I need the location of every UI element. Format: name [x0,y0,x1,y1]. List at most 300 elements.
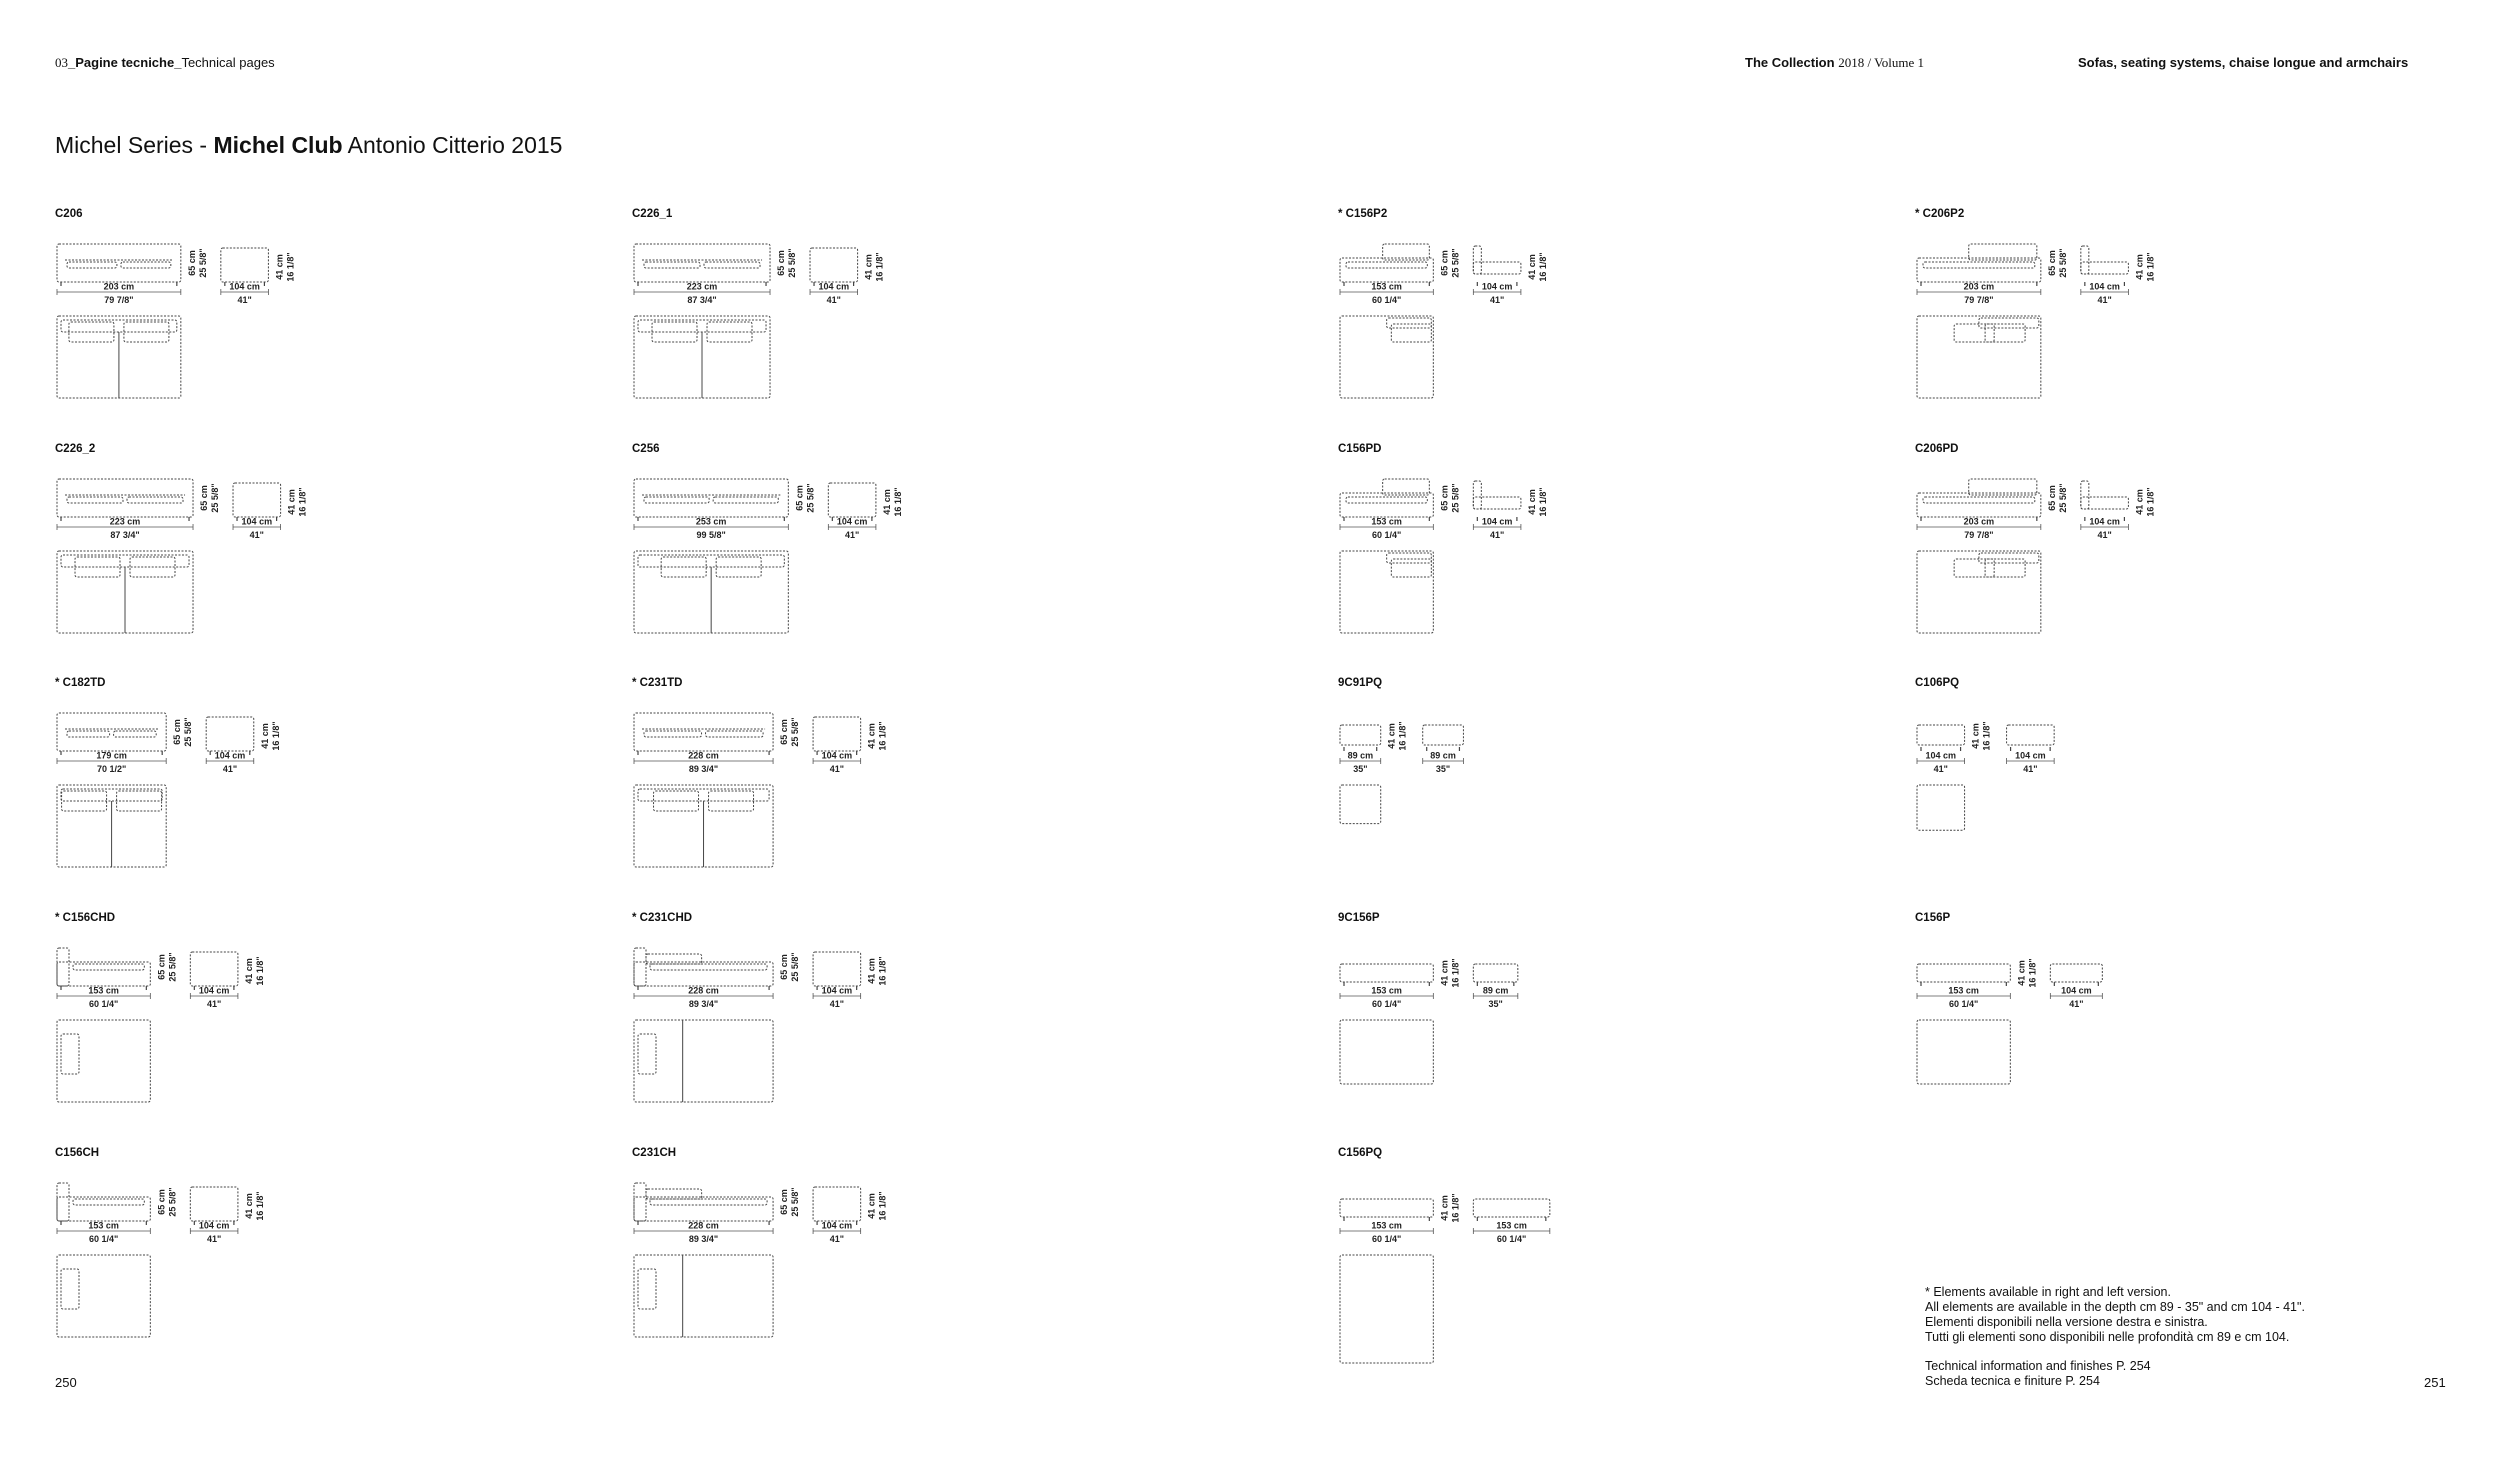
product-code: C231CH [632,1147,677,1159]
side-view [221,248,296,305]
width-cm-label: 104 cm [1925,750,1957,761]
width-cm-label: 104 cm [2015,750,2046,761]
width-in-label: 41" [206,999,222,1009]
height-in-label: 16 1/8" [874,252,885,282]
width-in-label: 41" [1933,764,1948,774]
width-cm-label: 104 cm [2061,985,2092,996]
product-item [1338,443,1898,673]
width-cm-label: 104 cm [1481,516,1513,527]
cushion [1391,324,1431,342]
side-view [1473,481,1548,540]
plan-view [57,785,166,867]
title-series: Michel Series - [55,132,214,158]
front-view [1340,1193,1460,1244]
width-in-label: 60 1/4" [89,1234,119,1244]
height-cm-label: 65 cm [1439,250,1450,276]
product-code: C156PD [1338,443,1382,455]
sofa-front-outline [634,244,770,282]
title-designer: Antonio Citterio 2015 [342,132,563,158]
height-cm-label: 65 cm [172,719,183,745]
height-in-label: 16 1/8" [254,956,265,986]
product-code: * C231CHD [632,912,693,924]
technical-drawing [55,461,615,681]
height-in-label: 16 1/8" [1450,958,1461,988]
front-view [634,713,800,774]
bench-side [1473,1199,1550,1217]
bench-side [2050,964,2102,982]
width-cm-label: 104 cm [818,281,850,292]
product-code: C206PD [1915,443,1959,455]
height-in-label: 16 1/8" [2145,487,2156,517]
front-view [57,713,193,774]
width-cm-label: 104 cm [821,985,853,996]
product-code: 9C156P [1338,912,1380,924]
cushion [644,497,709,503]
width-in-label: 87 3/4" [687,295,717,305]
width-cm-label: 104 cm [2089,516,2120,527]
front-view [1917,958,2037,1009]
product-item [1915,208,2475,438]
width-in-label: 60 1/4" [1372,999,1402,1009]
front-view [1340,958,1460,1009]
plan-view [1340,1255,1433,1363]
plan-view [57,1020,150,1102]
plan-view [1340,316,1433,398]
side-view [2081,246,2156,305]
product-code: * C156P2 [1338,208,1388,220]
header-collection: The Collection [1745,55,1835,70]
arm [57,1183,69,1221]
width-cm-label: 104 cm [2089,281,2120,292]
height-in-label: 16 1/8" [1450,1193,1461,1223]
page-number-right: 251 [2424,1375,2446,1390]
cushion [73,964,144,970]
footnote-line: All elements are available in the depth cm 89 - 35" and cm 104 - 41". [1925,1300,2305,1314]
width-in-label: 87 3/4" [110,530,140,540]
width-in-label: 41" [249,530,264,540]
pouf-side [1423,725,1464,745]
width-cm-label: 104 cm [821,750,853,761]
side-view [2081,481,2156,540]
side-view [1473,1199,1550,1244]
plan-view [1917,551,2041,633]
width-in-label: 41" [829,999,845,1009]
product-code: C226_1 [632,208,673,220]
product-code: C256 [632,443,660,455]
side-view [2007,725,2055,774]
height-cm-label: 41 cm [1439,960,1450,986]
product-item [1338,912,1898,1142]
side-outline [813,952,861,986]
height-in-label: 25 5/8" [1450,248,1461,278]
side-outline [813,1187,861,1221]
cushion [127,497,183,503]
height-cm-label: 65 cm [2046,485,2057,511]
product-item [55,443,615,673]
cushion [1954,559,1994,577]
header-section-number: 03 [55,55,68,70]
width-in-label: 79 7/8" [104,295,134,305]
sofa-front-outline [57,244,181,282]
height-in-label: 16 1/8" [2145,252,2156,282]
side-view [813,952,888,1009]
height-cm-label: 65 cm [1439,485,1450,511]
side-outline [2081,262,2129,274]
plan-outline [634,1255,773,1337]
cushion [67,262,117,268]
plan-outline [1917,1020,2010,1084]
height-cm-label: 41 cm [286,489,297,515]
cushion [713,497,778,503]
product-item [632,443,1192,673]
plan-outline [1917,785,1965,830]
header-volume: 2018 / Volume 1 [1838,55,1925,70]
side-back [2081,481,2089,509]
product-item [55,912,615,1142]
side-back [2081,246,2089,274]
cushion [114,731,157,737]
height-in-label: 25 5/8" [790,952,801,982]
height-cm-label: 41 cm [243,958,254,984]
height-in-label: 25 5/8" [790,717,801,747]
cushion [1954,324,1994,342]
width-cm-label: 89 cm [1430,750,1456,761]
width-in-label: 41" [222,764,238,774]
technical-drawing [632,226,1192,446]
plan-view [634,1020,773,1102]
width-in-label: 41" [829,764,845,774]
bench-side [1473,964,1518,982]
height-cm-label: 41 cm [1526,254,1537,280]
product-code: C106PQ [1915,677,1960,689]
product-code: 9C91PQ [1338,677,1383,689]
technical-drawing [1338,461,1898,681]
sofa-front-outline [634,1197,773,1221]
cushion [121,262,171,268]
height-cm-label: 65 cm [186,250,197,276]
product-item [1338,677,1898,907]
height-cm-label: 41 cm [866,958,877,984]
product-code: C206 [55,208,83,220]
height-cm-label: 65 cm [156,954,167,980]
width-cm-label: 153 cm [1371,1220,1402,1231]
height-in-label: 16 1/8" [297,487,308,517]
side-view [813,1187,888,1244]
height-in-label: 25 5/8" [167,1187,178,1217]
width-cm-label: 228 cm [688,1220,719,1231]
pouf-front [1340,725,1381,745]
width-cm-label: 223 cm [109,516,141,527]
cushion [706,731,764,737]
side-view [206,717,281,774]
height-in-label: 25 5/8" [210,483,221,513]
height-cm-label: 65 cm [794,485,805,511]
sofa-front-outline [634,962,773,986]
cushion [1391,559,1431,577]
technical-drawing [1915,695,2475,915]
width-cm-label: 203 cm [1963,516,1995,527]
cushion [1923,497,2035,503]
height-in-label: 25 5/8" [1450,483,1461,513]
height-cm-label: 41 cm [866,1193,877,1219]
width-in-label: 41" [844,530,860,540]
side-back [1473,246,1481,274]
side-view [810,248,885,305]
bench-front [1340,1199,1433,1217]
front-view [634,479,815,540]
side-outline [810,248,858,282]
cushion [650,964,767,970]
width-cm-label: 153 cm [1496,1220,1527,1231]
technical-drawing [1338,1165,1898,1385]
plan-arm [638,1034,656,1074]
plan-view [634,551,788,633]
plan-back [1387,553,1432,563]
side-outline [233,483,281,517]
product-code: * C206P2 [1915,208,1965,220]
height-cm-label: 65 cm [779,954,790,980]
cushion [644,731,702,737]
height-in-label: 16 1/8" [285,252,296,282]
width-cm-label: 153 cm [1371,516,1402,527]
side-outline [2081,497,2129,509]
plan-back [1979,318,2039,328]
width-in-label: 35" [1353,764,1368,774]
arm [634,1183,646,1221]
height-in-label: 25 5/8" [183,717,194,747]
height-in-label: 16 1/8" [877,1191,888,1221]
plan-view [1340,551,1433,633]
technical-drawing [632,1165,1192,1385]
height-cm-label: 41 cm [1970,723,1981,749]
header-right [2078,55,2408,70]
width-cm-label: 253 cm [695,516,727,527]
footnote-line: * Elements available in right and left version. [1925,1285,2171,1299]
product-item [1338,208,1898,438]
product-item [1915,677,2475,907]
side-view [2050,964,2102,1009]
height-cm-label: 41 cm [1439,1195,1450,1221]
cushion [1346,497,1427,503]
height-in-label: 16 1/8" [1981,721,1992,751]
plan-outline [1340,785,1381,824]
plan-view [1917,316,2041,398]
product-code: * C156CHD [55,912,116,924]
width-in-label: 89 3/4" [688,999,719,1009]
header-section-it: _Pagine tecniche_ [68,55,182,70]
height-in-label: 16 1/8" [270,721,281,751]
side-view [813,717,888,774]
technical-drawing [632,930,1192,1150]
height-cm-label: 65 cm [199,485,210,511]
side-view [233,483,308,540]
height-in-label: 16 1/8" [254,1191,265,1221]
cushion [1346,262,1427,268]
pouf-front [1917,725,1965,745]
side-outline [1473,497,1521,509]
product-code: C226_2 [55,443,96,455]
height-cm-label: 41 cm [881,489,892,515]
front-view [1917,244,2068,305]
front-view [57,479,220,540]
width-in-label: 60 1/4" [89,999,119,1009]
cushion [73,1199,144,1205]
technical-drawing [1915,930,2475,1150]
product-item [632,1147,1192,1377]
technical-drawing [55,930,615,1150]
width-cm-label: 203 cm [1963,281,1995,292]
technical-drawing [1338,695,1898,915]
tech-info-line: Scheda tecnica e finiture P. 254 [1925,1374,2100,1388]
plan-outline [1340,1020,1433,1084]
width-cm-label: 153 cm [88,985,119,996]
plan-back [1387,318,1432,328]
technical-drawing [1915,461,2475,681]
width-in-label: 60 1/4" [1372,530,1402,540]
plan-outline [1340,1255,1433,1363]
arm [634,948,646,986]
plan-view [57,1255,150,1337]
header-center [1745,55,1924,71]
width-in-label: 99 5/8" [696,530,726,540]
width-in-label: 60 1/4" [1372,1234,1402,1244]
height-cm-label: 41 cm [2134,489,2145,515]
width-cm-label: 223 cm [686,281,718,292]
plan-arm [61,1269,79,1309]
front-view [634,1183,800,1244]
plan-view [1340,785,1381,824]
front-view [634,948,800,1009]
side-view [828,483,903,540]
pouf-side [2007,725,2055,745]
plan-outline [57,1020,150,1102]
tech-info-line: Technical information and finishes P. 254 [1925,1359,2151,1373]
sofa-front-outline [634,713,773,751]
width-in-label: 41" [237,295,252,305]
height-in-label: 25 5/8" [197,248,208,278]
side-outline [813,717,861,751]
height-in-label: 16 1/8" [877,721,888,751]
plan-view [634,785,773,867]
width-in-label: 79 7/8" [1964,530,1994,540]
width-in-label: 41" [2097,295,2112,305]
plan-arm [61,1034,79,1074]
height-cm-label: 41 cm [1386,723,1397,749]
cushion [1985,559,2025,577]
plan-view [57,316,181,398]
cushion [650,1199,767,1205]
footnotes [1925,1285,2305,1389]
width-in-label: 41" [1489,295,1505,305]
height-in-label: 25 5/8" [787,248,798,278]
plan-view [1917,785,1965,830]
width-cm-label: 104 cm [241,516,273,527]
product-item [632,912,1192,1142]
width-in-label: 70 1/2" [96,764,127,774]
width-in-label: 89 3/4" [688,764,719,774]
plan-view [1917,1020,2010,1084]
width-in-label: 60 1/4" [1496,1234,1527,1244]
height-cm-label: 65 cm [2046,250,2057,276]
width-cm-label: 104 cm [229,281,260,292]
cushion [67,731,110,737]
cushion [644,262,700,268]
width-in-label: 60 1/4" [1372,295,1402,305]
front-view [57,1183,177,1244]
front-view [1917,721,1992,774]
page-number-left: 250 [55,1375,77,1390]
width-cm-label: 104 cm [214,750,246,761]
side-outline [1473,262,1521,274]
footnote-line: Elementi disponibili nella versione destra e sinistra. [1925,1315,2208,1329]
height-in-label: 25 5/8" [2057,248,2068,278]
front-view [1340,244,1460,305]
width-in-label: 35" [1435,764,1451,774]
plan-view [1340,1020,1433,1084]
product-item [1915,443,2475,673]
width-in-label: 89 3/4" [688,1234,719,1244]
width-in-label: 41" [1489,530,1505,540]
height-cm-label: 41 cm [863,254,874,280]
width-in-label: 41" [826,295,841,305]
height-in-label: 25 5/8" [790,1187,801,1217]
front-view [1917,479,2068,540]
width-cm-label: 179 cm [96,750,127,761]
cushion [1923,262,2035,268]
plan-back [61,555,189,567]
side-view [1473,964,1518,1009]
height-cm-label: 41 cm [2016,960,2027,986]
side-back [1473,481,1481,509]
plan-outline [57,1255,150,1337]
width-cm-label: 89 cm [1482,985,1509,996]
width-cm-label: 153 cm [1371,281,1402,292]
plan-view [634,316,770,398]
width-cm-label: 153 cm [1948,985,1979,996]
front-view [634,244,797,305]
height-cm-label: 65 cm [779,719,790,745]
header-left [55,55,275,71]
side-view [1423,725,1464,774]
technical-drawing [55,695,615,915]
side-outline [828,483,876,517]
width-cm-label: 203 cm [103,281,135,292]
height-in-label: 25 5/8" [167,952,178,982]
header-section-en: Technical pages [181,55,275,70]
sofa-front-outline [57,962,150,986]
height-cm-label: 41 cm [2134,254,2145,280]
height-cm-label: 65 cm [779,1189,790,1215]
width-in-label: 41" [206,1234,222,1244]
width-cm-label: 104 cm [821,1220,853,1231]
width-cm-label: 104 cm [198,985,230,996]
width-in-label: 41" [2097,530,2112,540]
height-cm-label: 41 cm [866,723,877,749]
plan-back [1979,553,2039,563]
product-item [632,677,1192,907]
product-code: C156PQ [1338,1147,1383,1159]
product-item [1338,1147,1898,1377]
plan-view [57,551,193,633]
product-item [55,208,615,438]
front-view [1340,721,1408,774]
side-outline [206,717,254,751]
width-cm-label: 228 cm [688,750,719,761]
technical-drawing [1915,226,2475,446]
technical-drawing [632,461,1192,681]
side-outline [221,248,269,282]
height-in-label: 16 1/8" [1397,721,1408,751]
